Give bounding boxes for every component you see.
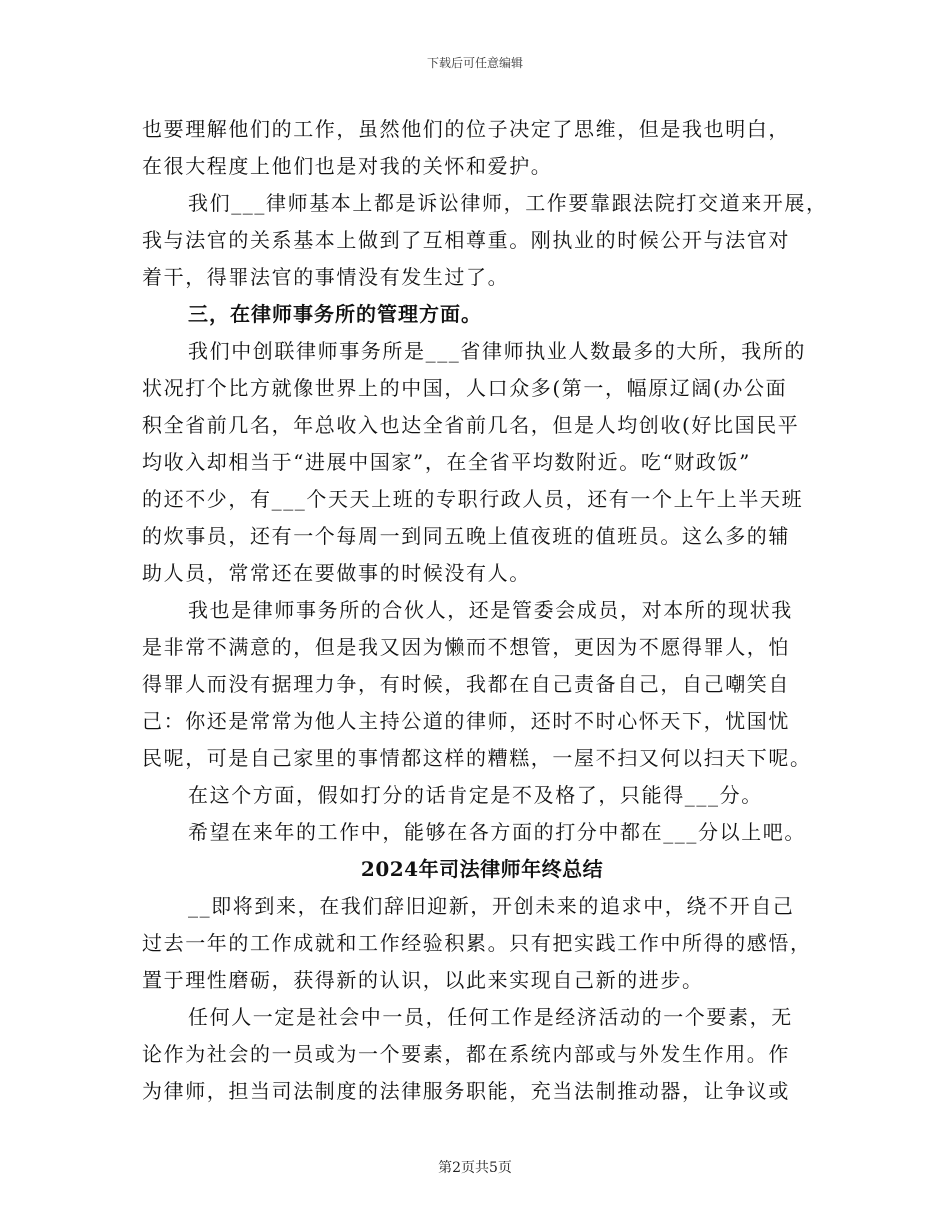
text-line: 积全省前几名，年总收入也达全省前几名，但是人均创收(好比国民平 <box>142 413 800 437</box>
text-line: 置于理性磨砺，获得新的认识，以此来实现自己新的进步。 <box>142 968 704 992</box>
text-line: 民呢，可是自己家里的事情都这样的糟糕，一屋不扫又何以扫天下呢。 <box>142 746 812 770</box>
text-line: 也要理解他们的工作，虽然他们的位子决定了思维，但是我也明白， <box>142 117 790 141</box>
text-line: 状况打个比方就像世界上的中国，人口众多(第一，幅原辽阔(办公面 <box>142 376 788 400</box>
page-header: 下载后可任意编辑 <box>426 56 523 70</box>
paragraph-start-line: 我们中创联律师事务所是___省律师执业人数最多的大所，我所的 <box>188 339 806 363</box>
paragraph-start-line: 在这个方面，假如打分的话肯定是不及格了，只能得___分。 <box>188 783 763 807</box>
text-line: 我与法官的关系基本上做到了互相尊重。刚执业的时候公开与法官对 <box>142 228 790 252</box>
paragraph-start-line: 任何人一定是社会中一员，任何工作是经济活动的一个要素，无 <box>188 1005 793 1029</box>
text-line: 过去一年的工作成就和工作经验积累。只有把实践工作中所得的感悟， <box>142 931 812 955</box>
paragraph-start-line: __即将到来，在我们辞旧迎新，开创未来的追求中，绕不开自己 <box>188 894 795 918</box>
page-number-footer: 第2页共5页 <box>438 1160 512 1176</box>
text-line: 得罪人而没有据理力争，有时候，我都在自己责备自己，自己嘲笑自 <box>142 672 790 696</box>
document-title: 2024年司法律师年终总结 <box>360 857 604 881</box>
paragraph-start-line: 我们___律师基本上都是诉讼律师，工作要靠跟法院打交道来开展， <box>188 191 828 215</box>
paragraph-start-line: 希望在来年的工作中，能够在各方面的打分中都在___分以上吧。 <box>188 820 806 844</box>
document-body <box>142 111 828 1110</box>
text-line: 在很大程度上他们也是对我的关怀和爱护。 <box>142 154 553 178</box>
text-line: 论作为社会的一员或为一个要素，都在系统内部或与外发生作用。作 <box>142 1042 790 1066</box>
text-line: 为律师，担当司法制度的法律服务职能，充当法制推动器，让争议或 <box>142 1079 790 1103</box>
text-line: 的炊事员，还有一个每周一到同五晚上值夜班的值班员。这么多的辅 <box>142 524 790 548</box>
text-line: 均收入却相当于“进展中国家”，在全省平均数附近。吃“财政饭” <box>142 450 751 474</box>
text-line: 是非常不满意的，但是我又因为懒而不想管，更因为不愿得罪人，怕 <box>142 635 790 659</box>
text-line: 着干，得罪法官的事情没有发生过了。 <box>142 265 510 289</box>
text-line: 己：你还是常常为他人主持公道的律师，还时不时心怀天下，忧国忧 <box>142 709 790 733</box>
text-line: 助人员，常常还在要做事的时候没有人。 <box>142 561 531 585</box>
paragraph-start-line: 我也是律师事务所的合伙人，还是管委会成员，对本所的现状我 <box>188 598 793 622</box>
section-heading: 三，在律师事务所的管理方面。 <box>188 302 482 326</box>
text-line: 的还不少，有___个天天上班的专职行政人员，还有一个上午上半天班 <box>142 487 804 511</box>
